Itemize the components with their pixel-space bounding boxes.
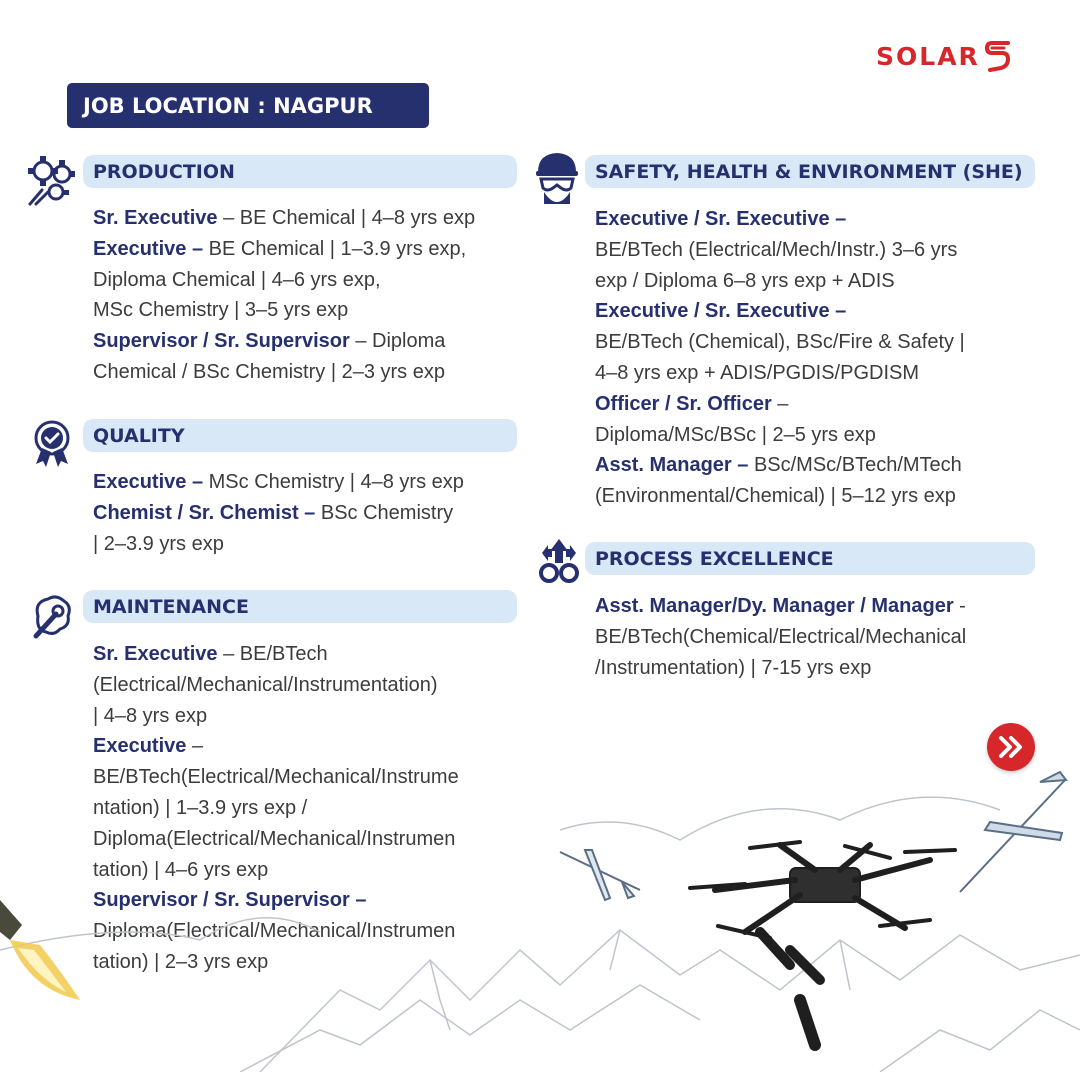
- role-detail: exp / Diploma 6–8 yrs exp + ADIS: [595, 269, 895, 292]
- role-title: Sr. Executive: [93, 207, 218, 229]
- role-detail: MSc Chemistry | 4–8 yrs exp: [203, 471, 464, 493]
- role-detail: | 2–3.9 yrs exp: [93, 532, 224, 555]
- role-detail: BE/BTech(Chemical/Electrical/Mechanical: [595, 625, 967, 648]
- process-gears-icon: [536, 537, 582, 587]
- role-detail: tation) | 4–6 yrs exp: [93, 858, 269, 881]
- role-line: [93, 203, 523, 234]
- role-line: [93, 529, 523, 560]
- role-title: Supervisor / Sr. Supervisor –: [93, 889, 367, 912]
- role-line: [595, 653, 1055, 684]
- role-title: Chemist / Sr. Chemist –: [93, 501, 316, 524]
- solar-s-logo-icon: [984, 40, 1012, 72]
- role-line: [595, 235, 1055, 266]
- role-detail: – BE Chemical | 4–8 yrs exp: [217, 207, 476, 229]
- role-line: [93, 639, 533, 670]
- role-title: Executive –: [93, 471, 204, 493]
- role-line: [595, 481, 1055, 512]
- role-line: [93, 265, 523, 296]
- role-line: [595, 358, 1055, 389]
- role-detail: – BE/BTech: [217, 643, 328, 665]
- role-detail: Diploma Chemical | 4–6 yrs exp,: [93, 268, 381, 291]
- role-title: Executive / Sr. Executive –: [595, 300, 847, 323]
- role-detail: –: [186, 735, 204, 758]
- role-detail: BSc/MSc/BTech/MTech: [748, 454, 962, 477]
- logo-text: SOLAR: [876, 41, 980, 71]
- role-detail: MSc Chemistry | 3–5 yrs exp: [93, 299, 349, 322]
- role-detail: – Diploma: [349, 330, 446, 353]
- role-line: [93, 326, 523, 357]
- process-excellence-roles: [595, 591, 1055, 683]
- role-detail: BE/BTech (Chemical), BSc/Fire & Safety |: [595, 331, 965, 354]
- role-line: [595, 389, 1055, 420]
- role-line: [595, 622, 1055, 653]
- role-line: [93, 670, 533, 701]
- job-location-badge: JOB LOCATION : NAGPUR: [67, 83, 429, 128]
- role-line: [93, 467, 523, 498]
- section-header-process-excellence: PROCESS EXCELLENCE: [585, 542, 1035, 575]
- role-detail: (Electrical/Mechanical/Instrumentation): [93, 673, 438, 696]
- role-detail: ntation) | 1–3.9 yrs exp /: [93, 796, 308, 819]
- section-header-quality: QUALITY: [83, 419, 517, 452]
- role-title: Executive / Sr. Executive –: [595, 208, 847, 230]
- role-detail: | 4–8 yrs exp: [93, 704, 208, 727]
- role-line: [93, 295, 523, 326]
- role-detail: Diploma(Electrical/Mechanical/Instrumen: [93, 920, 456, 943]
- production-roles: [93, 203, 523, 388]
- role-line: [595, 591, 1055, 622]
- role-title: Executive: [93, 735, 187, 758]
- role-line: [595, 204, 1055, 235]
- gears-icon: [26, 154, 78, 208]
- wrench-brain-icon: [30, 594, 74, 640]
- role-line: [93, 498, 523, 529]
- role-line: [595, 327, 1055, 358]
- role-line: [595, 450, 1055, 481]
- role-title: Asst. Manager/Dy. Manager / Manager: [595, 595, 954, 617]
- role-detail: BE Chemical | 1–3.9 yrs exp,: [203, 237, 467, 260]
- award-badge-icon: [32, 420, 72, 468]
- safety-helmet-icon: [535, 150, 579, 208]
- role-detail: (Environmental/Chemical) | 5–12 yrs exp: [595, 485, 956, 508]
- section-header-she: SAFETY, HEALTH & ENVIRONMENT (SHE): [585, 155, 1035, 188]
- solar-logo: [876, 40, 1012, 72]
- role-title: Sr. Executive: [93, 643, 218, 665]
- role-detail: /Instrumentation) | 7-15 yrs exp: [595, 656, 872, 679]
- role-detail: tation) | 2–3 yrs exp: [93, 950, 269, 973]
- role-line: [595, 266, 1055, 297]
- drone-mountain-illustration: [0, 700, 1080, 1072]
- role-detail: 4–8 yrs exp + ADIS/PGDIS/PGDISM: [595, 361, 920, 384]
- role-title: Executive –: [93, 237, 204, 260]
- role-detail: Diploma(Electrical/Mechanical/Instrumen: [93, 827, 456, 850]
- section-header-production: PRODUCTION: [83, 155, 517, 188]
- role-detail: BE/BTech(Electrical/Mechanical/Instrume: [93, 766, 459, 789]
- role-detail: Diploma/MSc/BSc | 2–5 yrs exp: [595, 423, 876, 446]
- she-roles: [595, 204, 1055, 512]
- role-detail: BSc Chemistry: [315, 501, 454, 524]
- quality-roles: [93, 467, 523, 559]
- role-line: [595, 296, 1055, 327]
- role-detail: -: [953, 595, 966, 617]
- role-detail: –: [771, 392, 789, 415]
- role-line: [595, 420, 1055, 451]
- role-title: Officer / Sr. Officer: [595, 392, 772, 415]
- role-title: Supervisor / Sr. Supervisor: [93, 330, 350, 353]
- role-detail: Chemical / BSc Chemistry | 2–3 yrs exp: [93, 360, 445, 383]
- role-title: Asst. Manager –: [595, 454, 749, 477]
- role-line: [93, 357, 523, 388]
- role-line: [93, 234, 523, 265]
- role-detail: BE/BTech (Electrical/Mech/Instr.) 3–6 yrs: [595, 238, 958, 261]
- section-header-maintenance: MAINTENANCE: [83, 590, 517, 623]
